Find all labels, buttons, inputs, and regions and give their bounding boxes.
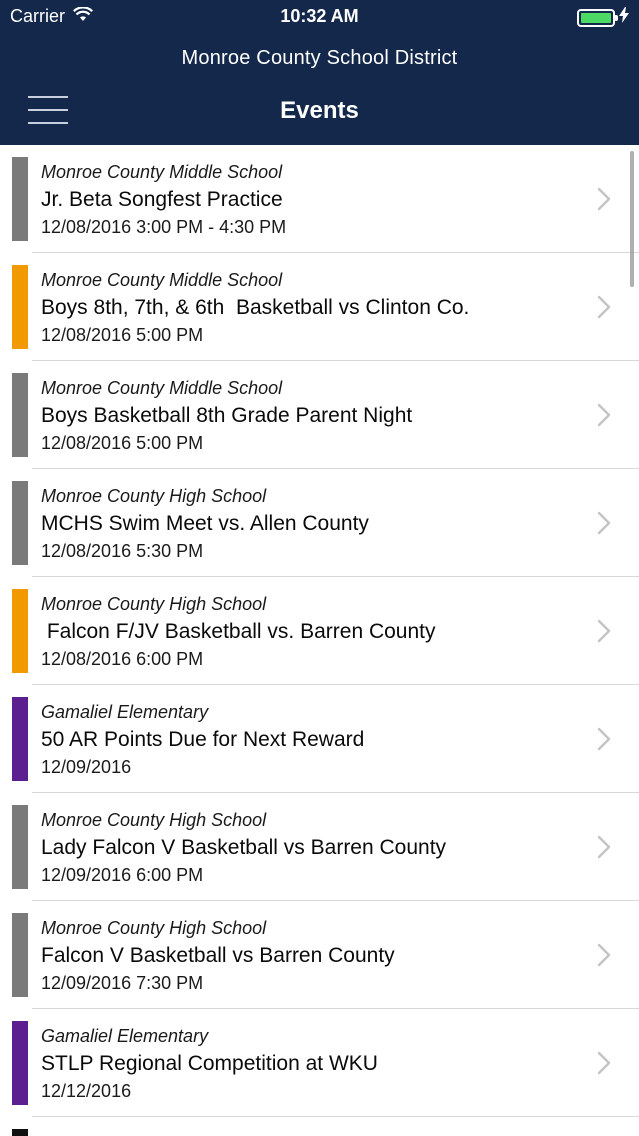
- chevron-right-icon: [597, 511, 611, 535]
- event-category-color: [12, 1129, 28, 1136]
- event-row[interactable]: [0, 901, 639, 1009]
- chevron-right-icon: [597, 727, 611, 751]
- status-time: 10:32 AM: [280, 6, 359, 26]
- event-category-color: [12, 697, 28, 781]
- event-school: Monroe County Middle School: [41, 378, 283, 398]
- status-right: [577, 7, 629, 28]
- carrier-label: Carrier: [10, 6, 66, 26]
- event-date: 12/08/2016 5:00 PM: [41, 325, 204, 345]
- event-category-color: [12, 481, 28, 565]
- status-bar: [0, 0, 639, 34]
- event-school: [41, 1131, 579, 1136]
- event-row[interactable]: [0, 469, 639, 577]
- event-row[interactable]: [0, 1009, 639, 1117]
- event-title: Falcon V Basketball vs Barren County: [41, 944, 395, 967]
- chevron-right-icon: [597, 943, 611, 967]
- event-date: 12/09/2016 6:00 PM: [41, 865, 204, 885]
- event-row[interactable]: [0, 685, 639, 793]
- event-title: Lady Falcon V Basketball vs Barren County: [41, 836, 447, 859]
- events-list[interactable]: [0, 145, 639, 1136]
- event-school: Gamaliel Elementary: [41, 1026, 209, 1046]
- event-date: 12/08/2016 5:30 PM: [41, 541, 204, 561]
- event-school: Monroe County High School: [41, 594, 267, 614]
- page-title: Events: [280, 97, 359, 124]
- event-category-color: [12, 157, 28, 241]
- event-school: Monroe County High School: [41, 810, 267, 830]
- event-date: 12/09/2016 7:30 PM: [41, 973, 204, 993]
- event-school: Monroe County Middle School: [41, 270, 283, 290]
- event-row[interactable]: [0, 361, 639, 469]
- event-date: 12/08/2016 3:00 PM - 4:30 PM: [41, 217, 287, 237]
- district-name: Monroe County School District: [181, 47, 458, 69]
- event-row[interactable]: [0, 793, 639, 901]
- event-title: STLP Regional Competition at WKU: [41, 1052, 378, 1075]
- charging-bolt-icon: [619, 7, 629, 28]
- event-date: 12/12/2016: [41, 1081, 132, 1101]
- event-category-color: [12, 589, 28, 673]
- event-title: Falcon F/JV Basketball vs. Barren County: [41, 620, 436, 643]
- event-category-color: [12, 913, 28, 997]
- top-bar: [0, 0, 639, 145]
- event-row[interactable]: [0, 145, 639, 253]
- event-school: Monroe County High School: [41, 918, 267, 938]
- event-title: Jr. Beta Songfest Practice: [41, 188, 283, 211]
- event-row[interactable]: [0, 1117, 639, 1136]
- chevron-right-icon: [597, 295, 611, 319]
- list-scrollbar[interactable]: [630, 151, 634, 287]
- chevron-right-icon: [597, 619, 611, 643]
- event-date: 12/09/2016: [41, 757, 132, 777]
- event-category-color: [12, 265, 28, 349]
- chevron-right-icon: [597, 835, 611, 859]
- event-date: 12/08/2016 5:00 PM: [41, 433, 204, 453]
- event-school: Gamaliel Elementary: [41, 702, 209, 722]
- event-row[interactable]: [0, 253, 639, 361]
- event-category-color: [12, 373, 28, 457]
- event-category-color: [12, 805, 28, 889]
- event-category-color: [12, 1021, 28, 1105]
- event-title: Boys 8th, 7th, & 6th Basketball vs Clinton Co.: [41, 296, 470, 319]
- event-title: 50 AR Points Due for Next Reward: [41, 728, 365, 751]
- battery-icon: [577, 9, 615, 27]
- event-title: Boys Basketball 8th Grade Parent Night: [41, 404, 413, 427]
- chevron-right-icon: [597, 403, 611, 427]
- event-school: Monroe County High School: [41, 486, 267, 506]
- battery-level: [581, 13, 611, 23]
- event-school: Monroe County Middle School: [41, 162, 283, 182]
- chevron-right-icon: [597, 1051, 611, 1075]
- chevron-right-icon: [597, 187, 611, 211]
- event-date: 12/08/2016 6:00 PM: [41, 649, 204, 669]
- event-row[interactable]: [0, 577, 639, 685]
- event-title: MCHS Swim Meet vs. Allen County: [41, 512, 369, 535]
